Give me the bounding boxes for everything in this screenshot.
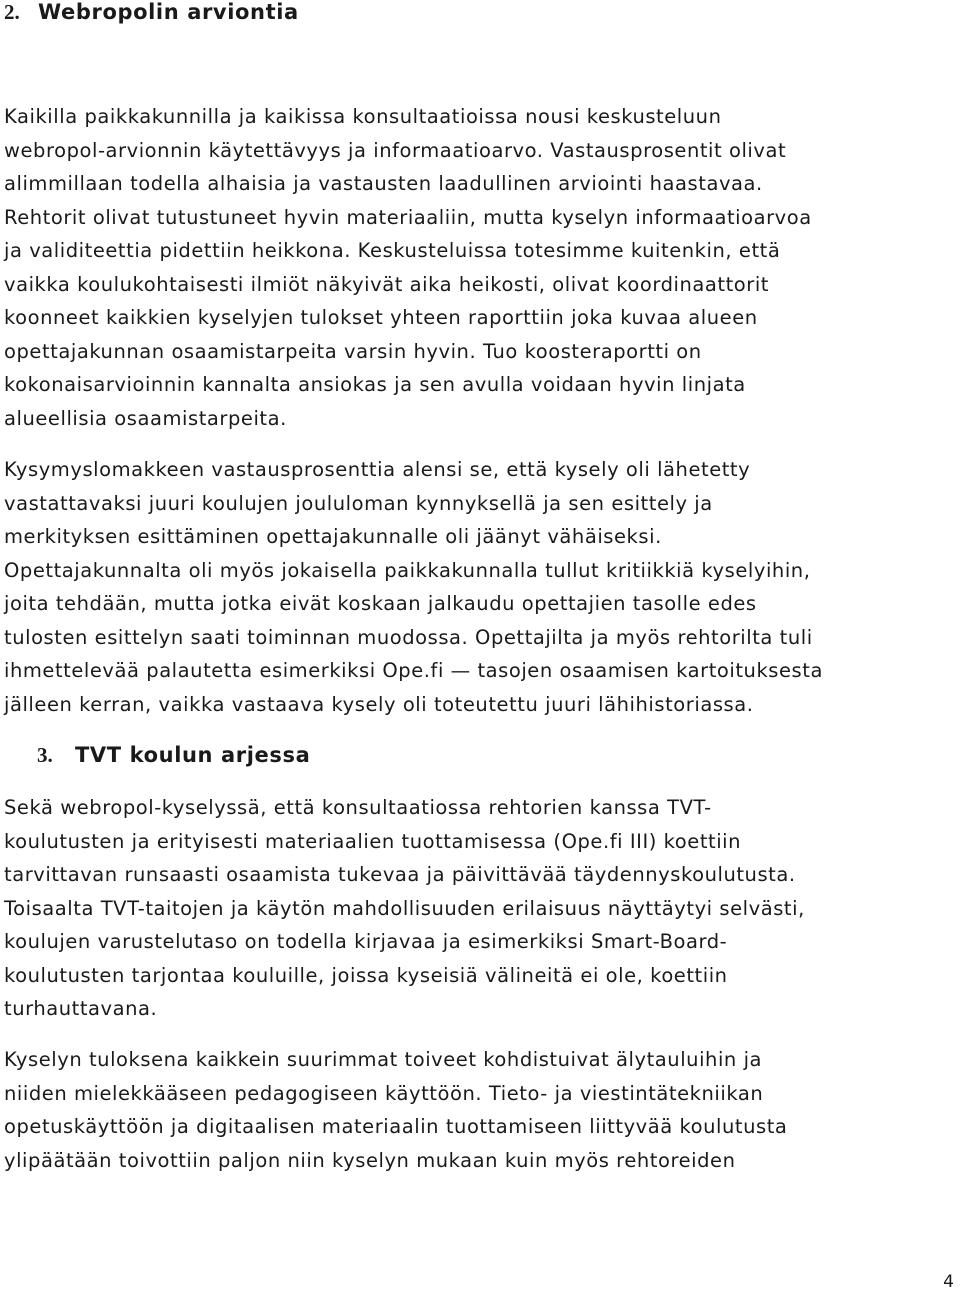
text-line: turhauttavana. xyxy=(4,997,158,1020)
section-title: Webropolin arviontia xyxy=(38,0,299,24)
text-line: Kaikilla paikkakunnilla ja kaikissa konsultaatioissa nousi keskusteluun xyxy=(4,105,722,128)
paragraph xyxy=(4,453,956,721)
text-line: vaikka koulukohtaisesti ilmiöt näkyivät aika heikosti, olivat koordinaattorit xyxy=(4,272,769,296)
text-line: Kyselyn tuloksena kaikkein suurimmat toiveet kohdistuivat älytauluihin ja xyxy=(4,1048,763,1071)
paragraph xyxy=(4,100,956,435)
text-line: Kysymyslomakkeen vastausprosenttia alensi se, että kysely oli lähetetty xyxy=(4,458,751,481)
text-line: tulosten esittelyn saati toiminnan muodossa. Opettajilta ja myös rehtorilta tuli xyxy=(4,625,813,649)
text-line: webropol-arvionnin käytettävyys ja informaatioarvo. Vastausprosentit olivat xyxy=(4,138,787,162)
text-line: alueellisia osaamistarpeita. xyxy=(4,406,287,430)
text-line: merkityksen esittäminen opettajakunnalle oli jäänyt vähäiseksi. xyxy=(4,525,662,548)
text-line: Sekä webropol-kyselyssä, että konsultaatiossa rehtorien kanssa TVT- xyxy=(4,796,712,819)
text-line: koulutusten ja erityisesti materiaalien tuottamisessa (Ope.fi III) koettiin xyxy=(4,829,742,853)
text-line: ihmettelevää palautetta esimerkiksi Ope.fi — tasojen osaamisen kartoituksesta xyxy=(4,659,823,682)
text-line: Opettajakunnalta oli myös jokaisella paikkakunnalla tullut kritiikkiä kyselyihin, xyxy=(4,558,811,582)
text-line: jälleen kerran, vaikka vastaava kysely oli toteutettu juuri lähihistoriassa. xyxy=(4,692,754,716)
text-line: opettajakunnan osaamistarpeita varsin hyvin. Tuo koosteraportti on xyxy=(4,339,702,363)
text-line: kokonaisarvioinnin kannalta ansiokas ja sen avulla voidaan hyvin linjata xyxy=(4,373,746,396)
section-number: 3. xyxy=(37,743,53,767)
text-line: koulujen varustelutaso on todella kirjavaa ja esimerkiksi Smart-Board- xyxy=(4,930,728,953)
section-number: 2. xyxy=(4,0,20,24)
section-title: TVT koulun arjessa xyxy=(75,743,311,767)
section-3-heading xyxy=(0,743,310,768)
text-line: Toisaalta TVT-taitojen ja käytön mahdollisuuden erilaisuus näyttäytyi selvästi, xyxy=(4,896,805,920)
text-line: joita tehdään, mutta jotka eivät koskaan jalkaudu opettajien tasolle edes xyxy=(4,592,757,615)
text-line: opetuskäyttöön ja digitaalisen materiaalin tuottamiseen liittyvää koulutusta xyxy=(4,1115,788,1138)
text-line: ja validiteettia pidettiin heikkona. Keskusteluissa totesimme kuitenkin, että xyxy=(4,239,781,262)
text-line: koulutusten tarjontaa kouluille, joissa kyseisiä välineitä ei ole, koettiin xyxy=(4,963,728,987)
text-line: tarvittavan runsaasti osaamista tukevaa ja päivittävää täydennyskoulutusta. xyxy=(4,863,796,886)
page-number: 4 xyxy=(943,1272,954,1292)
text-line: alimmillaan todella alhaisia ja vastausten laadullinen arviointi haastavaa. xyxy=(4,172,763,195)
text-line: niiden mielekkääseen pedagogiseen käyttöön. Tieto- ja viestintätekniikan xyxy=(4,1081,764,1105)
paragraph xyxy=(4,1043,956,1177)
text-line: vastattavaksi juuri koulujen joululoman kynnyksellä ja sen esittely ja xyxy=(4,491,713,515)
text-line: ylipäätään toivottiin paljon niin kyselyn mukaan kuin myös rehtoreiden xyxy=(4,1148,736,1172)
paragraph xyxy=(4,791,956,1026)
text-line: Rehtorit olivat tutustuneet hyvin materiaaliin, mutta kyselyn informaatioarvoa xyxy=(4,205,812,229)
text-line: koonneet kaikkien kyselyjen tulokset yhteen raporttiin joka kuvaa alueen xyxy=(4,306,758,329)
section-2-heading xyxy=(0,0,299,25)
